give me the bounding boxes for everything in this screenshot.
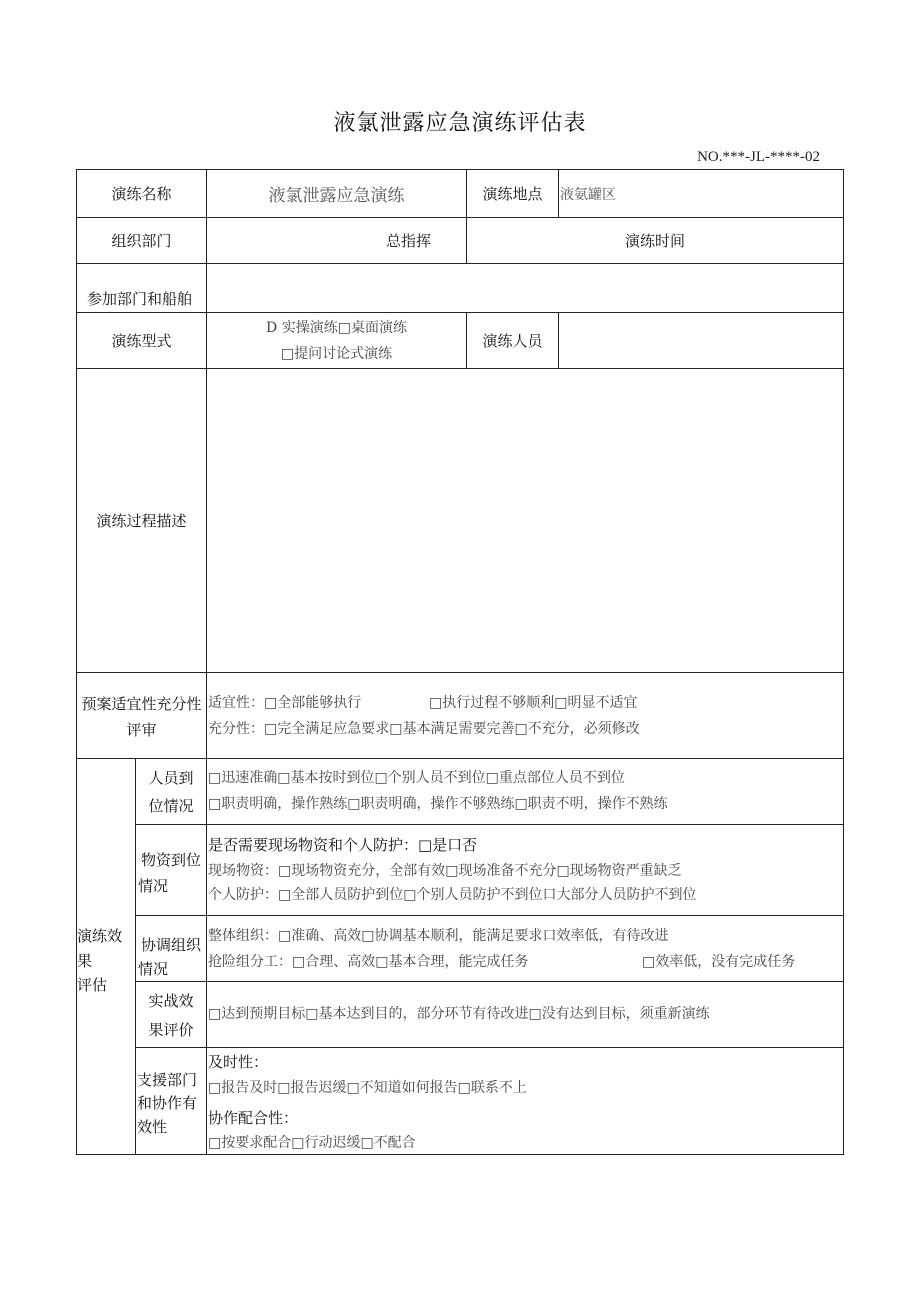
- drill-name-label: 演练名称: [111, 185, 172, 203]
- materials-onsite-options: 现场物资：□现场物资充分，全部有效□现场准备不充分□现场物资严重缺乏: [208, 863, 682, 879]
- participants-label: 参加部门和船舶: [87, 290, 193, 308]
- materials-label-1: 物资到位: [140, 851, 201, 869]
- rescue-division-options: 抢险组分工：□合理、高效□基本合理，能完成任务: [208, 954, 529, 970]
- support-label-3: 效性: [137, 1118, 168, 1136]
- process-description-label: 演练过程描述: [96, 512, 187, 530]
- effect-label-3: 评估: [77, 976, 108, 994]
- overall-organization-options: 整体组织：□准确、高效□协调基本顺利，能满足要求口效率低，有待改进: [208, 928, 669, 944]
- effect-label-2: 果: [77, 952, 93, 970]
- cooperation-options: □按要求配合□行动迟缓□不配合: [208, 1135, 416, 1151]
- personnel-options-2: □职责明确，操作熟练□职责明确，操作不够熟练□职责不明，操作不熟练: [208, 796, 668, 812]
- plan-review-label-2: 评审: [126, 721, 157, 739]
- drill-type-label: 演练型式: [111, 332, 172, 350]
- adequacy-options: 充分性：□完全满足应急要求□基本满足需要完善□不充分，必须修改: [208, 721, 640, 737]
- personnel-arrival-label-1: 人员到: [148, 769, 194, 787]
- suitability-options-b: □执行过程不够顺利□明显不适宜: [429, 695, 638, 711]
- rescue-division-options-b: □效率低，没有完成任务: [642, 954, 796, 970]
- combat-effect-label-1: 实战效: [148, 992, 194, 1010]
- personnel-options-1: □迅速准确□基本按时到位□个别人员不到位□重点部位人员不到位: [208, 770, 625, 786]
- coordination-label-2: 情况: [138, 960, 169, 978]
- drill-type-options-line1: D 实操演练□桌面演练: [266, 320, 407, 336]
- drill-time-label: 演练时间: [624, 232, 685, 250]
- commander-label: 总指挥: [385, 232, 431, 250]
- page-title: 液氯泄露应急演练评估表: [333, 111, 587, 136]
- support-label-1: 支援部门: [137, 1071, 198, 1089]
- timeliness-options: □报告及时□报告迟缓□不知道如何报告□联系不上: [208, 1080, 527, 1096]
- materials-question: 是否需要现场物资和个人防护：□是口否: [208, 836, 478, 854]
- drill-personnel-label: 演练人员: [482, 332, 543, 350]
- drill-location-label: 演练地点: [482, 185, 543, 203]
- materials-protection-options: 个人防护：□全部人员防护到位□个别人员防护不到位口大部分人员防护不到位: [208, 887, 697, 903]
- org-department-label: 组织部门: [111, 232, 172, 250]
- combat-effect-options: □达到预期目标□基本达到目的，部分环节有待改进□没有达到目标，须重新演练: [208, 1006, 710, 1022]
- drill-location-value: 液氨罐区: [560, 186, 616, 203]
- coordination-label-1: 协调组织: [140, 936, 201, 954]
- materials-label-2: 情况: [138, 877, 169, 895]
- support-label-2: 和协作有: [137, 1094, 198, 1112]
- cooperation-title: 协作配合性：: [208, 1109, 299, 1127]
- evaluation-table: [76, 169, 844, 1155]
- timeliness-title: 及时性：: [208, 1053, 269, 1071]
- drill-name-value: 液氯泄露应急演练: [268, 186, 405, 206]
- drill-type-options-line2: □提问讨论式演练: [280, 346, 393, 362]
- combat-effect-label-2: 果评价: [148, 1021, 194, 1039]
- suitability-options: 适宜性：□全部能够执行: [208, 695, 362, 711]
- personnel-arrival-label-2: 位情况: [148, 797, 194, 815]
- effect-label-1: 演练效: [77, 927, 123, 945]
- document-number: NO.***-JL-****-02: [697, 149, 820, 165]
- plan-review-label-1: 预案适宜性充分性: [81, 695, 202, 713]
